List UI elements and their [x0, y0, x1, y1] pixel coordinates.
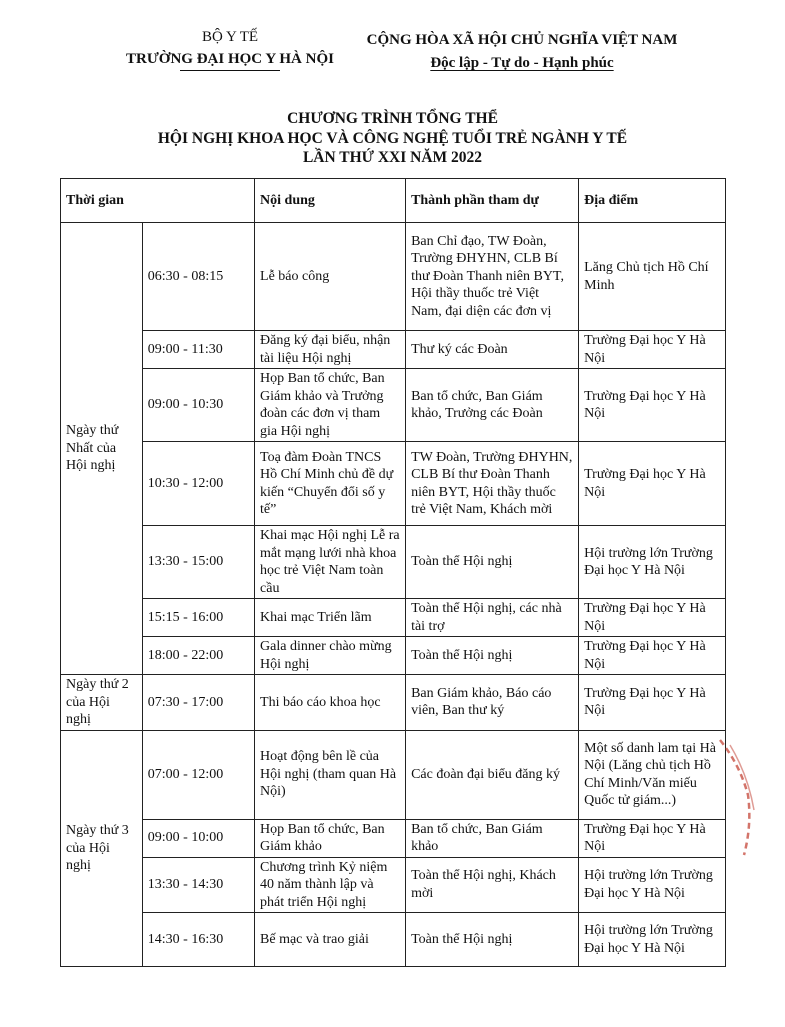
table-row [61, 913, 726, 967]
university-name: TRƯỜNG ĐẠI HỌC Y HÀ NỘI [126, 51, 334, 67]
session-time: 09:00 - 10:00 [142, 819, 254, 857]
session-location: Hội trường lớn Trường Đại học Y Hà Nội [579, 857, 726, 913]
session-participants: Các đoàn đại biểu đăng ký [406, 730, 579, 819]
table-row [61, 442, 726, 526]
session-participants: Toàn thể Hội nghị, Khách mời [406, 857, 579, 913]
title-line-1: CHƯƠNG TRÌNH TỔNG THỂ [287, 110, 498, 127]
schedule-table [60, 178, 726, 967]
table-row [61, 223, 726, 331]
session-content: Bế mạc và trao giải [255, 913, 406, 967]
session-location: Trường Đại học Y Hà Nội [579, 675, 726, 731]
session-participants: Ban tổ chức, Ban Giám khảo, Trưởng các Đoàn [406, 369, 579, 442]
session-content: Chương trình Kỷ niệm 40 năm thành lập và phát triển Hội nghị [255, 857, 406, 913]
title-line-3: LẦN THỨ XXI NĂM 2022 [302, 149, 483, 166]
session-participants: Ban Chỉ đạo, TW Đoàn, Trường ĐHYHN, CLB Bí thư Đoàn Thanh niên BYT, Hội thầy thuốc trẻ Việt Nam, đại diện các đơn vị [406, 223, 579, 331]
red-stamp-mark [700, 735, 760, 885]
day-label: Ngày thứ Nhất của Hội nghị [61, 223, 143, 675]
republic-name: CỘNG HÒA XÃ HỘI CHỦ NGHĨA VIỆT NAM [366, 32, 678, 48]
session-time: 06:30 - 08:15 [142, 223, 254, 331]
session-time: 09:00 - 11:30 [142, 331, 254, 369]
session-time: 10:30 - 12:00 [142, 442, 254, 526]
day-label: Ngày thứ 3 của Hội nghị [61, 730, 143, 967]
header-location: Địa điểm [579, 179, 726, 223]
table-row [61, 730, 726, 819]
session-participants: Toàn thể Hội nghị, các nhà tài trợ [406, 599, 579, 637]
session-time: 14:30 - 16:30 [142, 913, 254, 967]
session-location: Hội trường lớn Trường Đại học Y Hà Nội [579, 913, 726, 967]
session-participants: Ban Giám khảo, Báo cáo viên, Ban thư ký [406, 675, 579, 731]
session-location: Trường Đại học Y Hà Nội [579, 819, 726, 857]
header-participants: Thành phần tham dự [406, 179, 579, 223]
session-participants: Toàn thể Hội nghị [406, 637, 579, 675]
header-content: Nội dung [255, 179, 406, 223]
session-content: Đăng ký đại biểu, nhận tài liệu Hội nghị [255, 331, 406, 369]
table-header-row [61, 179, 726, 223]
title-line-2: HỘI NGHỊ KHOA HỌC VÀ CÔNG NGHỆ TUỔI TRẺ NGÀNH Y TẾ [157, 129, 628, 147]
table-row [61, 526, 726, 599]
session-participants: Toàn thể Hội nghị [406, 526, 579, 599]
session-content: Khai mạc Triển lãm [255, 599, 406, 637]
session-content: Họp Ban tổ chức, Ban Giám khảo [255, 819, 406, 857]
session-location: Trường Đại học Y Hà Nội [579, 369, 726, 442]
session-location: Trường Đại học Y Hà Nội [579, 331, 726, 369]
session-location: Hội trường lớn Trường Đại học Y Hà Nội [579, 526, 726, 599]
session-time: 13:30 - 14:30 [142, 857, 254, 913]
session-location: Lăng Chủ tịch Hồ Chí Minh [579, 223, 726, 331]
session-time: 15:15 - 16:00 [142, 599, 254, 637]
national-motto: Độc lập - Tự do - Hạnh phúc [430, 55, 614, 71]
session-location: Một số danh lam tại Hà Nội (Lăng chủ tịch Hồ Chí Minh/Văn miếu Quốc tử giám...) [579, 730, 726, 819]
session-content: Lễ báo công [255, 223, 406, 331]
session-location: Trường Đại học Y Hà Nội [579, 599, 726, 637]
session-participants: Thư ký các Đoàn [406, 331, 579, 369]
table-row [61, 599, 726, 637]
table-row [61, 637, 726, 675]
session-time: 07:00 - 12:00 [142, 730, 254, 819]
session-content: Thi báo cáo khoa học [255, 675, 406, 731]
session-content: Họp Ban tổ chức, Ban Giám khảo và Trưởng đoàn các đơn vị tham gia Hội nghị [255, 369, 406, 442]
session-participants: Ban tổ chức, Ban Giám khảo [406, 819, 579, 857]
session-content: Gala dinner chào mừng Hội nghị [255, 637, 406, 675]
session-participants: Toàn thể Hội nghị [406, 913, 579, 967]
session-time: 09:00 - 10:30 [142, 369, 254, 442]
session-time: 18:00 - 22:00 [142, 637, 254, 675]
session-time: 13:30 - 15:00 [142, 526, 254, 599]
header-time: Thời gian [61, 179, 255, 223]
university-underline [180, 70, 280, 71]
header-right [352, 29, 692, 75]
session-location: Trường Đại học Y Hà Nội [579, 637, 726, 675]
header-left [110, 26, 350, 92]
day-label: Ngày thứ 2 của Hội nghị [61, 675, 143, 731]
table-row [61, 819, 726, 857]
session-participants: TW Đoàn, Trường ĐHYHN, CLB Bí thư Đoàn Thanh niên BYT, Hội thầy thuốc trẻ Việt Nam, Khách mời [406, 442, 579, 526]
session-time: 07:30 - 17:00 [142, 675, 254, 731]
session-content: Toạ đàm Đoàn TNCS Hồ Chí Minh chủ đề dự kiến “Chuyển đổi số y tế” [255, 442, 406, 526]
session-content: Khai mạc Hội nghị Lễ ra mắt mạng lưới nhà khoa học trẻ Việt Nam toàn cầu [255, 526, 406, 599]
session-content: Hoạt động bên lề của Hội nghị (tham quan Hà Nội) [255, 730, 406, 819]
document-title [0, 109, 785, 168]
ministry-name: BỘ Y TẾ [201, 29, 259, 45]
session-location: Trường Đại học Y Hà Nội [579, 442, 726, 526]
table-row [61, 675, 726, 731]
table-row [61, 369, 726, 442]
table-row [61, 331, 726, 369]
table-row [61, 857, 726, 913]
